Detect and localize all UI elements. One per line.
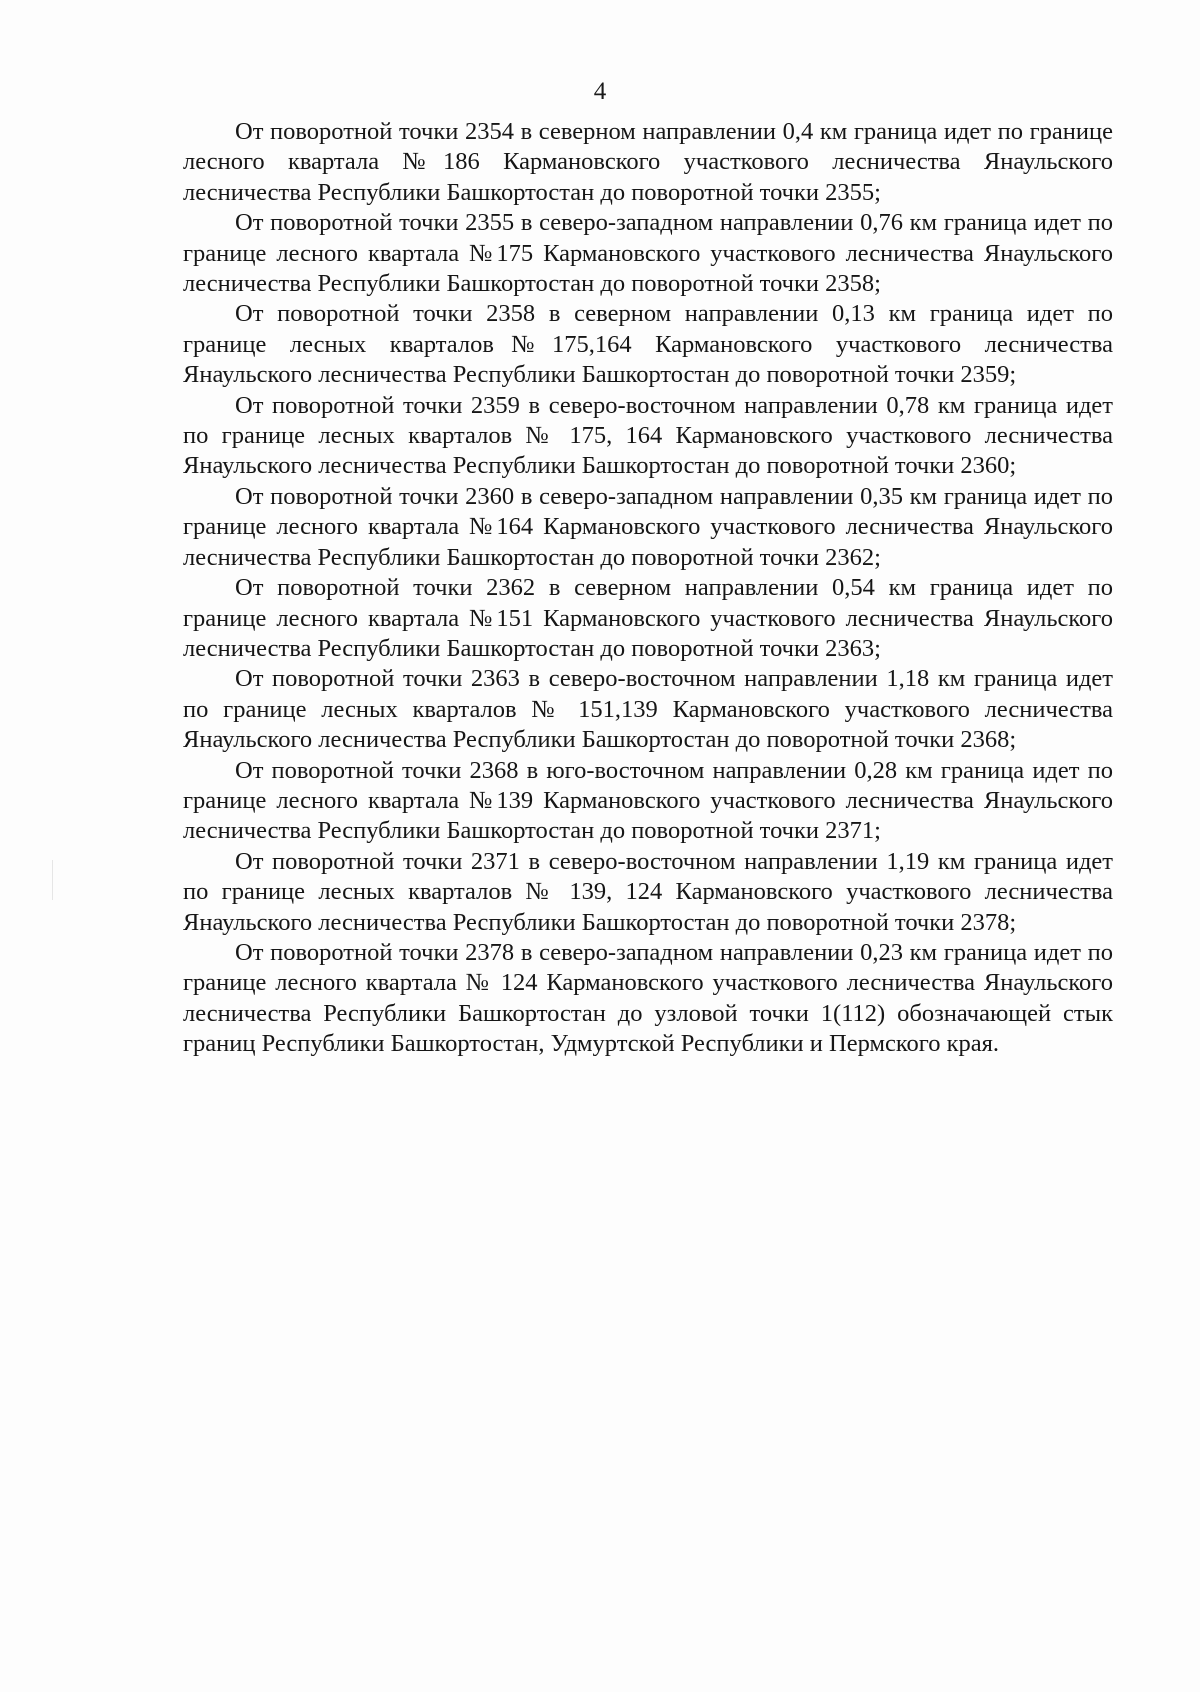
boundary-paragraph: От поворотной точки 2358 в северном направлении 0,13 км граница идет по границе лесных кварталов№175,164 Кармановского участкового лесничества Янаульского лесничества Республики Башкортостан до поворотной точки 2359; [183,300,1113,389]
boundary-paragraph: От поворотной точки 2360 в северо-западном направлении 0,35 км граница идет по границе лесного квартала №164 Кармановского участкового лесничества Янаульского лесничества Республики Башкортостан до поворотной точки 2362; [183,482,1113,571]
boundary-paragraph: От поворотной точки 2354 в северном направлении 0,4 км граница идет по границе лесного квартала №186 Кармановского участкового лесничества Янаульского лесничества Республики Башкортостан до поворотной точки 2355; [183,118,1113,206]
boundary-paragraph: От поворотной точки 2355 в северо-западном направлении 0,76 км граница идет по границе лесного квартала №175 Кармановского участкового лесничества Янаульского лесничества Республики Башкортостан до поворотной точки 2358; [183,209,1113,298]
boundary-paragraph: От поворотной точки 2371 в северо-восточном направлении 1,19 км граница идет по границе лесных кварталов № 139, 124 Кармановского участкового лесничества Янаульского лесничества Республики Башкортостан до поворотной точки 2378; [183,847,1113,936]
page-number: 4 [593,78,607,105]
boundary-paragraph: От поворотной точки 2359 в северо-восточном направлении 0,78 км граница идет по границе лесных кварталов № 175, 164 Кармановского участкового лесничества Янаульского лесничества Республики Башкортостан до поворотной точки 2360; [183,391,1113,480]
scan-edge-mark [52,860,53,900]
boundary-paragraph: От поворотной точки 2363 в северо-восточном направлении 1,18 км граница идет по границе лесных кварталов № 151,139 Кармановского участкового лесничества Янаульского лесничества Республики Башкортостан до поворотной точки 2368; [183,665,1113,754]
boundary-paragraph: От поворотной точки 2368 в юго-восточном направлении 0,28 км граница идет по границе лесного квартала №139 Кармановского участкового лесничества Янаульского лесничества Республики Башкортостан до поворотной точки 2371; [183,756,1113,845]
boundary-paragraph-final: От поворотной точки 2378 в северо-западном направлении 0,23 км граница идет по границе лесного квартала № 124 Кармановского участкового лесничества Янаульского лесничества Республики Башкортостан до узловой точки 1(112) обозначающей стык границ Республики Башкортостан, Удмуртской Республики и Пермского края. [183,938,1113,1058]
document-body [183,117,1113,1060]
boundary-paragraph: От поворотной точки 2362 в северном направлении 0,54 км граница идет по границе лесного квартала №151 Кармановского участкового лесничества Янаульского лесничества Республики Башкортостан до поворотной точки 2363; [183,574,1113,662]
